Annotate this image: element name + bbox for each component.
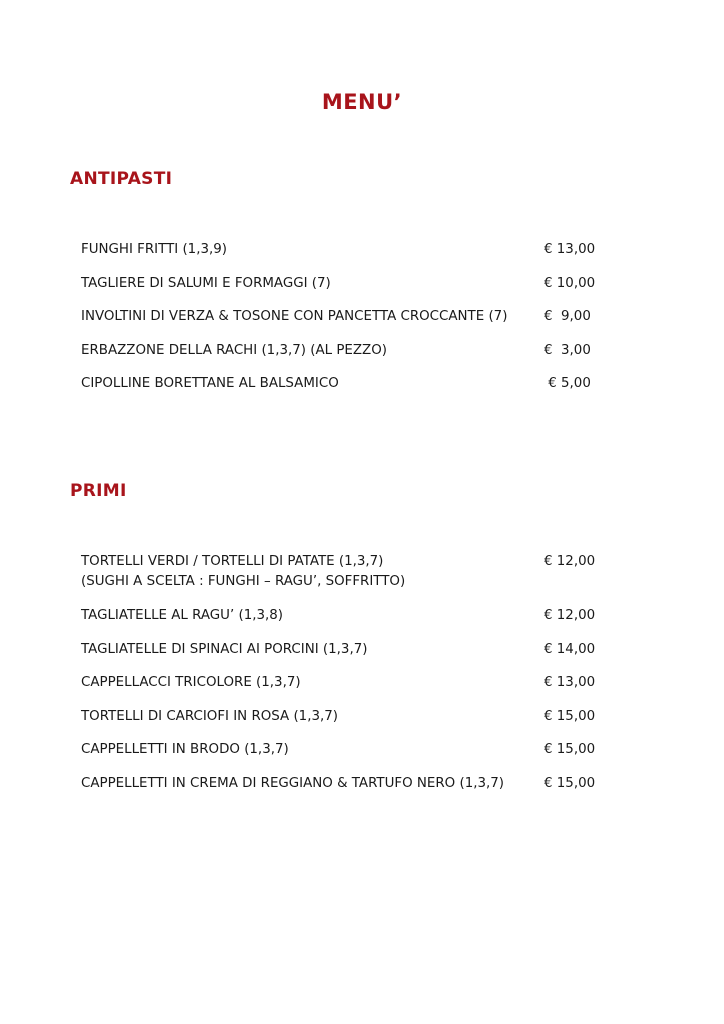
item-name: CAPPELLETTI IN CREMA DI REGGIANO & TARTUFO NERO (1,3,7) xyxy=(81,775,504,791)
item-name: ERBAZZONE DELLA RACHI (1,3,7) (AL PEZZO) xyxy=(81,342,387,358)
item-sub: (SUGHI A SCELTA : FUNGHI – RAGU’, SOFFRITTO) xyxy=(81,574,406,589)
item-price: € 9,00 xyxy=(544,309,591,324)
list-item xyxy=(81,707,601,741)
item-name: FUNGHI FRITTI (1,3,9) xyxy=(81,242,227,257)
item-price: € 13,00 xyxy=(544,242,596,257)
item-price: € 13,00 xyxy=(544,675,596,690)
list-item xyxy=(81,640,601,674)
list-item xyxy=(81,240,601,274)
section-title-antipasti: ANTIPASTI xyxy=(70,169,173,189)
section-title-primi: PRIMI xyxy=(70,481,127,501)
item-name: TAGLIERE DI SALUMI E FORMAGGI (7) xyxy=(81,275,331,291)
item-name: TORTELLI VERDI / TORTELLI DI PATATE (1,3,7) xyxy=(81,554,384,569)
list-item xyxy=(81,374,601,408)
item-name: TAGLIATELLE DI SPINACI AI PORCINI (1,3,7) xyxy=(81,641,368,657)
page-title: MENU’ xyxy=(321,90,403,114)
antipasti-list xyxy=(81,240,601,408)
item-price: € 14,00 xyxy=(544,641,596,657)
list-item xyxy=(81,274,601,308)
item-price: € 10,00 xyxy=(544,275,596,291)
item-price: € 3,00 xyxy=(544,342,591,358)
list-item xyxy=(81,307,601,341)
list-item xyxy=(81,606,601,640)
item-price: € 12,00 xyxy=(544,608,596,623)
list-item xyxy=(81,774,601,808)
item-price: € 15,00 xyxy=(544,708,596,724)
item-price: € 5,00 xyxy=(544,376,591,391)
item-price: € 15,00 xyxy=(544,742,596,757)
item-name: TORTELLI DI CARCIOFI IN ROSA (1,3,7) xyxy=(81,708,338,724)
list-item xyxy=(81,740,601,774)
item-name: TAGLIATELLE AL RAGU’ (1,3,8) xyxy=(81,608,284,623)
item-name: CAPPELLETTI IN BRODO (1,3,7) xyxy=(81,742,289,757)
list-item xyxy=(81,673,601,707)
item-name: INVOLTINI DI VERZA & TOSONE CON PANCETTA CROCCANTE (7) xyxy=(81,309,508,324)
item-name: CIPOLLINE BORETTANE AL BALSAMICO xyxy=(81,376,339,391)
item-price: € 15,00 xyxy=(544,775,596,791)
primi-list xyxy=(81,552,601,807)
list-item xyxy=(81,341,601,375)
item-name: CAPPELLACCI TRICOLORE (1,3,7) xyxy=(81,675,301,690)
item-price: € 12,00 xyxy=(544,554,596,569)
list-item xyxy=(81,552,601,606)
